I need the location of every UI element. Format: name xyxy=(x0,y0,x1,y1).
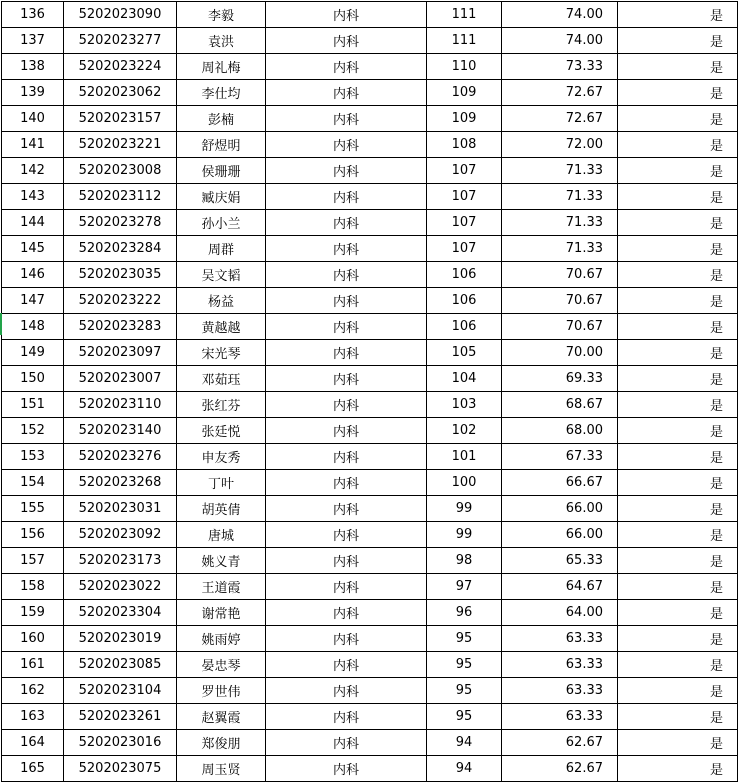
table-row xyxy=(2,80,738,106)
cell-qualified[interactable]: 是 xyxy=(618,210,738,236)
cell-qualified[interactable]: 是 xyxy=(618,54,738,80)
cell-row-number[interactable]: 152 xyxy=(2,418,64,444)
cell-department[interactable]: 内科 xyxy=(266,106,427,132)
cell-candidate-id[interactable]: 5202023008 xyxy=(64,158,177,184)
table-row xyxy=(2,600,738,626)
cell-score[interactable]: 107 xyxy=(427,184,502,210)
cell-department[interactable]: 内科 xyxy=(266,262,427,288)
cell-row-number[interactable]: 156 xyxy=(2,522,64,548)
cell-score[interactable]: 106 xyxy=(427,262,502,288)
cell-score[interactable]: 101 xyxy=(427,444,502,470)
cell-candidate-id[interactable]: 5202023110 xyxy=(64,392,177,418)
cell-row-number[interactable]: 161 xyxy=(2,652,64,678)
cell-qualified[interactable]: 是 xyxy=(618,184,738,210)
cell-score[interactable]: 103 xyxy=(427,392,502,418)
cell-name[interactable]: 谢常艳 xyxy=(177,600,266,626)
cell-candidate-id[interactable]: 5202023112 xyxy=(64,184,177,210)
cell-converted-score[interactable]: 70.67 xyxy=(502,288,618,314)
table-row xyxy=(2,652,738,678)
cell-department[interactable]: 内科 xyxy=(266,600,427,626)
cell-qualified[interactable]: 是 xyxy=(618,548,738,574)
cell-department[interactable]: 内科 xyxy=(266,54,427,80)
cell-converted-score[interactable]: 74.00 xyxy=(502,28,618,54)
cell-score[interactable]: 105 xyxy=(427,340,502,366)
table-row xyxy=(2,236,738,262)
cell-row-number[interactable]: 149 xyxy=(2,340,64,366)
cell-candidate-id[interactable]: 5202023035 xyxy=(64,262,177,288)
cell-converted-score[interactable]: 62.67 xyxy=(502,756,618,782)
cell-department[interactable]: 内科 xyxy=(266,444,427,470)
cell-department[interactable]: 内科 xyxy=(266,756,427,782)
cell-name[interactable]: 罗世伟 xyxy=(177,678,266,704)
cell-candidate-id[interactable]: 5202023019 xyxy=(64,626,177,652)
table-row xyxy=(2,2,738,28)
cell-row-number[interactable]: 151 xyxy=(2,392,64,418)
cell-row-number[interactable]: 154 xyxy=(2,470,64,496)
table-row xyxy=(2,366,738,392)
cell-row-number[interactable]: 145 xyxy=(2,236,64,262)
cell-name[interactable]: 孙小兰 xyxy=(177,210,266,236)
cell-converted-score[interactable]: 70.67 xyxy=(502,314,618,340)
cell-row-number[interactable]: 153 xyxy=(2,444,64,470)
cell-converted-score[interactable]: 70.00 xyxy=(502,340,618,366)
cell-row-number[interactable]: 150 xyxy=(2,366,64,392)
cell-row-number[interactable]: 162 xyxy=(2,678,64,704)
cell-candidate-id[interactable]: 5202023222 xyxy=(64,288,177,314)
table-row xyxy=(2,470,738,496)
cell-qualified[interactable]: 是 xyxy=(618,704,738,730)
table-row xyxy=(2,496,738,522)
cell-qualified[interactable]: 是 xyxy=(618,522,738,548)
cell-department[interactable]: 内科 xyxy=(266,392,427,418)
cell-qualified[interactable]: 是 xyxy=(618,574,738,600)
cell-score[interactable]: 99 xyxy=(427,522,502,548)
cell-score[interactable]: 95 xyxy=(427,652,502,678)
cell-department[interactable]: 内科 xyxy=(266,730,427,756)
table-row xyxy=(2,574,738,600)
cell-candidate-id[interactable]: 5202023224 xyxy=(64,54,177,80)
cell-converted-score[interactable]: 72.00 xyxy=(502,132,618,158)
table-row xyxy=(2,340,738,366)
cell-score[interactable]: 109 xyxy=(427,106,502,132)
cell-row-number[interactable]: 143 xyxy=(2,184,64,210)
table-row xyxy=(2,548,738,574)
cell-score[interactable]: 104 xyxy=(427,366,502,392)
cell-candidate-id[interactable]: 5202023092 xyxy=(64,522,177,548)
cell-name[interactable]: 彭楠 xyxy=(177,106,266,132)
cell-row-number[interactable]: 164 xyxy=(2,730,64,756)
cell-department[interactable]: 内科 xyxy=(266,28,427,54)
cell-score[interactable]: 94 xyxy=(427,730,502,756)
cell-score[interactable]: 95 xyxy=(427,626,502,652)
table-row xyxy=(2,158,738,184)
cell-department[interactable]: 内科 xyxy=(266,496,427,522)
cell-score[interactable]: 98 xyxy=(427,548,502,574)
cell-candidate-id[interactable]: 5202023284 xyxy=(64,236,177,262)
cell-qualified[interactable]: 是 xyxy=(618,80,738,106)
cell-converted-score[interactable]: 72.67 xyxy=(502,106,618,132)
cell-qualified[interactable]: 是 xyxy=(618,340,738,366)
cell-candidate-id[interactable]: 5202023261 xyxy=(64,704,177,730)
cell-department[interactable]: 内科 xyxy=(266,2,427,28)
cell-converted-score[interactable]: 71.33 xyxy=(502,158,618,184)
cell-name[interactable]: 周群 xyxy=(177,236,266,262)
cell-department[interactable]: 内科 xyxy=(266,314,427,340)
cell-converted-score[interactable]: 68.00 xyxy=(502,418,618,444)
table-row xyxy=(2,54,738,80)
cell-name[interactable]: 周礼梅 xyxy=(177,54,266,80)
cell-converted-score[interactable]: 71.33 xyxy=(502,236,618,262)
cell-qualified[interactable]: 是 xyxy=(618,470,738,496)
cell-qualified[interactable]: 是 xyxy=(618,366,738,392)
cell-name[interactable]: 姚义青 xyxy=(177,548,266,574)
cell-converted-score[interactable]: 66.67 xyxy=(502,470,618,496)
cell-department[interactable]: 内科 xyxy=(266,678,427,704)
cell-row-number[interactable]: 148 xyxy=(2,314,64,340)
cell-department[interactable]: 内科 xyxy=(266,652,427,678)
cell-department[interactable]: 内科 xyxy=(266,366,427,392)
cell-qualified[interactable]: 是 xyxy=(618,2,738,28)
cell-candidate-id[interactable]: 5202023278 xyxy=(64,210,177,236)
table-row xyxy=(2,132,738,158)
cell-department[interactable]: 内科 xyxy=(266,340,427,366)
cell-score[interactable]: 97 xyxy=(427,574,502,600)
cell-candidate-id[interactable]: 5202023173 xyxy=(64,548,177,574)
table-row xyxy=(2,392,738,418)
cell-candidate-id[interactable]: 5202023304 xyxy=(64,600,177,626)
spreadsheet-grid xyxy=(1,1,723,782)
cell-department[interactable]: 内科 xyxy=(266,80,427,106)
table-row xyxy=(2,262,738,288)
cell-department[interactable]: 内科 xyxy=(266,418,427,444)
cell-score[interactable]: 108 xyxy=(427,132,502,158)
cell-candidate-id[interactable]: 5202023085 xyxy=(64,652,177,678)
cell-qualified[interactable]: 是 xyxy=(618,626,738,652)
cell-converted-score[interactable]: 71.33 xyxy=(502,210,618,236)
cell-candidate-id[interactable]: 5202023104 xyxy=(64,678,177,704)
cell-row-number[interactable]: 165 xyxy=(2,756,64,782)
cell-row-number[interactable]: 147 xyxy=(2,288,64,314)
cell-score[interactable]: 99 xyxy=(427,496,502,522)
cell-name[interactable]: 邓茹珏 xyxy=(177,366,266,392)
cell-converted-score[interactable]: 63.33 xyxy=(502,652,618,678)
cell-score[interactable]: 107 xyxy=(427,210,502,236)
cell-converted-score[interactable]: 66.00 xyxy=(502,522,618,548)
cell-candidate-id[interactable]: 5202023007 xyxy=(64,366,177,392)
cell-converted-score[interactable]: 69.33 xyxy=(502,366,618,392)
cell-converted-score[interactable]: 67.33 xyxy=(502,444,618,470)
table-row xyxy=(2,756,738,782)
cell-department[interactable]: 内科 xyxy=(266,236,427,262)
cell-converted-score[interactable]: 70.67 xyxy=(502,262,618,288)
table-row xyxy=(2,522,738,548)
cell-row-number[interactable]: 144 xyxy=(2,210,64,236)
cell-qualified[interactable]: 是 xyxy=(618,444,738,470)
cell-department[interactable]: 内科 xyxy=(266,184,427,210)
table-row xyxy=(2,626,738,652)
cell-converted-score[interactable]: 66.00 xyxy=(502,496,618,522)
cell-name[interactable]: 李仕均 xyxy=(177,80,266,106)
cell-candidate-id[interactable]: 5202023031 xyxy=(64,496,177,522)
cell-department[interactable]: 内科 xyxy=(266,132,427,158)
table-row xyxy=(2,678,738,704)
cell-department[interactable]: 内科 xyxy=(266,704,427,730)
cell-qualified[interactable]: 是 xyxy=(618,496,738,522)
table-row xyxy=(2,418,738,444)
cell-name[interactable]: 吴文韬 xyxy=(177,262,266,288)
cell-score[interactable]: 111 xyxy=(427,2,502,28)
cell-name[interactable]: 张廷悦 xyxy=(177,418,266,444)
cell-converted-score[interactable]: 63.33 xyxy=(502,678,618,704)
table-row xyxy=(2,444,738,470)
cell-row-number[interactable]: 141 xyxy=(2,132,64,158)
cell-score[interactable]: 107 xyxy=(427,158,502,184)
cell-row-number[interactable]: 155 xyxy=(2,496,64,522)
cell-candidate-id[interactable]: 5202023090 xyxy=(64,2,177,28)
table-row xyxy=(2,106,738,132)
cell-qualified[interactable]: 是 xyxy=(618,756,738,782)
cell-department[interactable]: 内科 xyxy=(266,626,427,652)
cell-converted-score[interactable]: 72.67 xyxy=(502,80,618,106)
cell-name[interactable]: 袁洪 xyxy=(177,28,266,54)
cell-candidate-id[interactable]: 5202023221 xyxy=(64,132,177,158)
cell-candidate-id[interactable]: 5202023075 xyxy=(64,756,177,782)
cell-qualified[interactable]: 是 xyxy=(618,262,738,288)
cell-converted-score[interactable]: 65.33 xyxy=(502,548,618,574)
cell-qualified[interactable]: 是 xyxy=(618,392,738,418)
cell-qualified[interactable]: 是 xyxy=(618,28,738,54)
cell-candidate-id[interactable]: 5202023268 xyxy=(64,470,177,496)
cell-row-number[interactable]: 160 xyxy=(2,626,64,652)
cell-score[interactable]: 100 xyxy=(427,470,502,496)
cell-qualified[interactable]: 是 xyxy=(618,678,738,704)
cell-converted-score[interactable]: 63.33 xyxy=(502,704,618,730)
cell-name[interactable]: 申友秀 xyxy=(177,444,266,470)
cell-name[interactable]: 杨益 xyxy=(177,288,266,314)
cell-candidate-id[interactable]: 5202023276 xyxy=(64,444,177,470)
table-row xyxy=(2,28,738,54)
cell-qualified[interactable]: 是 xyxy=(618,158,738,184)
cell-converted-score[interactable]: 71.33 xyxy=(502,184,618,210)
cell-name[interactable]: 李毅 xyxy=(177,2,266,28)
cell-row-number[interactable]: 157 xyxy=(2,548,64,574)
cell-department[interactable]: 内科 xyxy=(266,548,427,574)
cell-department[interactable]: 内科 xyxy=(266,574,427,600)
cell-score[interactable]: 107 xyxy=(427,236,502,262)
cell-candidate-id[interactable]: 5202023157 xyxy=(64,106,177,132)
cell-converted-score[interactable]: 73.33 xyxy=(502,54,618,80)
cell-department[interactable]: 内科 xyxy=(266,522,427,548)
table-row xyxy=(2,210,738,236)
cell-row-number[interactable]: 139 xyxy=(2,80,64,106)
cell-name[interactable]: 臧庆娟 xyxy=(177,184,266,210)
cell-converted-score[interactable]: 62.67 xyxy=(502,730,618,756)
cell-qualified[interactable]: 是 xyxy=(618,288,738,314)
cell-converted-score[interactable]: 64.00 xyxy=(502,600,618,626)
cell-row-number[interactable]: 158 xyxy=(2,574,64,600)
cell-name[interactable]: 胡英倩 xyxy=(177,496,266,522)
selected-row-indicator xyxy=(0,313,2,335)
cell-name[interactable]: 晏忠琴 xyxy=(177,652,266,678)
cell-score[interactable]: 109 xyxy=(427,80,502,106)
cell-row-number[interactable]: 136 xyxy=(2,2,64,28)
cell-qualified[interactable]: 是 xyxy=(618,314,738,340)
cell-row-number[interactable]: 138 xyxy=(2,54,64,80)
cell-name[interactable]: 郑俊朋 xyxy=(177,730,266,756)
cell-qualified[interactable]: 是 xyxy=(618,132,738,158)
table-row xyxy=(2,730,738,756)
cell-name[interactable]: 侯珊珊 xyxy=(177,158,266,184)
cell-score[interactable]: 110 xyxy=(427,54,502,80)
cell-qualified[interactable]: 是 xyxy=(618,652,738,678)
cell-score[interactable]: 96 xyxy=(427,600,502,626)
cell-candidate-id[interactable]: 5202023277 xyxy=(64,28,177,54)
cell-candidate-id[interactable]: 5202023140 xyxy=(64,418,177,444)
cell-row-number[interactable]: 159 xyxy=(2,600,64,626)
cell-score[interactable]: 102 xyxy=(427,418,502,444)
cell-row-number[interactable]: 163 xyxy=(2,704,64,730)
results-table xyxy=(1,1,738,782)
cell-converted-score[interactable]: 74.00 xyxy=(502,2,618,28)
cell-score[interactable]: 95 xyxy=(427,678,502,704)
cell-department[interactable]: 内科 xyxy=(266,288,427,314)
cell-name[interactable]: 宋光琴 xyxy=(177,340,266,366)
table-row xyxy=(2,184,738,210)
cell-candidate-id[interactable]: 5202023022 xyxy=(64,574,177,600)
table-body xyxy=(2,2,738,782)
cell-row-number[interactable]: 142 xyxy=(2,158,64,184)
cell-department[interactable]: 内科 xyxy=(266,158,427,184)
cell-qualified[interactable]: 是 xyxy=(618,600,738,626)
cell-name[interactable]: 黄越越 xyxy=(177,314,266,340)
cell-name[interactable]: 王道霞 xyxy=(177,574,266,600)
cell-name[interactable]: 赵翼霞 xyxy=(177,704,266,730)
cell-row-number[interactable]: 140 xyxy=(2,106,64,132)
cell-qualified[interactable]: 是 xyxy=(618,730,738,756)
cell-candidate-id[interactable]: 5202023062 xyxy=(64,80,177,106)
table-row xyxy=(2,288,738,314)
cell-qualified[interactable]: 是 xyxy=(618,418,738,444)
cell-converted-score[interactable]: 63.33 xyxy=(502,626,618,652)
cell-row-number[interactable]: 146 xyxy=(2,262,64,288)
cell-converted-score[interactable]: 68.67 xyxy=(502,392,618,418)
cell-score[interactable]: 95 xyxy=(427,704,502,730)
cell-qualified[interactable]: 是 xyxy=(618,106,738,132)
cell-name[interactable]: 张红芬 xyxy=(177,392,266,418)
cell-name[interactable]: 唐城 xyxy=(177,522,266,548)
cell-name[interactable]: 姚雨婷 xyxy=(177,626,266,652)
cell-name[interactable]: 舒煜明 xyxy=(177,132,266,158)
cell-candidate-id[interactable]: 5202023097 xyxy=(64,340,177,366)
cell-candidate-id[interactable]: 5202023016 xyxy=(64,730,177,756)
cell-department[interactable]: 内科 xyxy=(266,210,427,236)
cell-score[interactable]: 111 xyxy=(427,28,502,54)
cell-department[interactable]: 内科 xyxy=(266,470,427,496)
cell-converted-score[interactable]: 64.67 xyxy=(502,574,618,600)
cell-candidate-id[interactable]: 5202023283 xyxy=(64,314,177,340)
cell-row-number[interactable]: 137 xyxy=(2,28,64,54)
cell-score[interactable]: 106 xyxy=(427,288,502,314)
cell-score[interactable]: 106 xyxy=(427,314,502,340)
cell-name[interactable]: 丁叶 xyxy=(177,470,266,496)
cell-name[interactable]: 周玉贤 xyxy=(177,756,266,782)
cell-score[interactable]: 94 xyxy=(427,756,502,782)
table-row xyxy=(2,704,738,730)
table-row xyxy=(2,314,738,340)
cell-qualified[interactable]: 是 xyxy=(618,236,738,262)
